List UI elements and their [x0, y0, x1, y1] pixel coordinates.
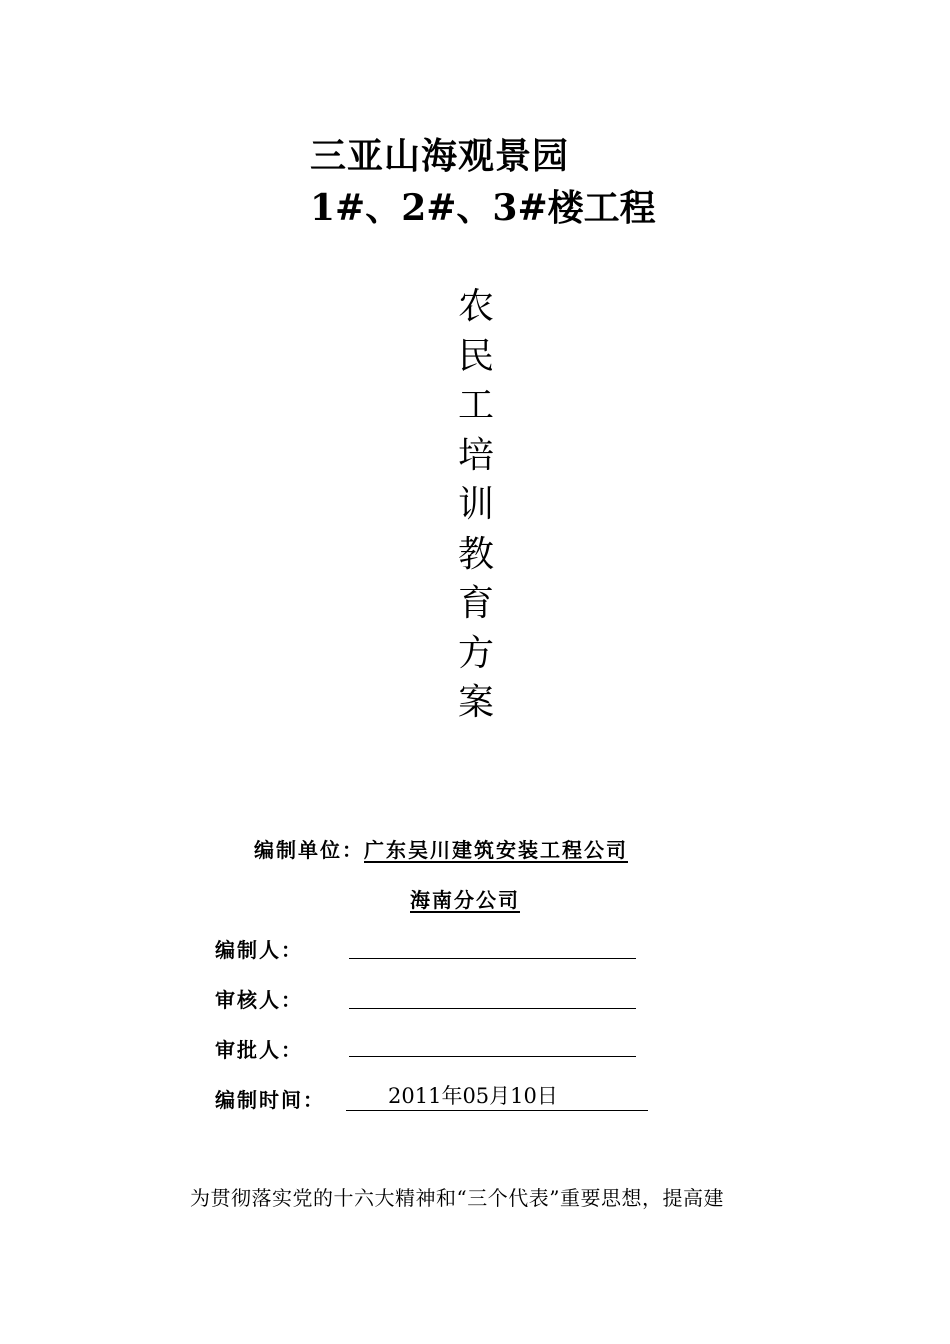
doc-type-char: 农 — [457, 286, 494, 327]
doc-type-char: 教 — [457, 533, 494, 575]
approver-label: 审批人： — [215, 1038, 303, 1062]
doc-type-char: 方 — [457, 632, 494, 674]
compiler-unit-branch-value: 海南分公司 — [410, 888, 520, 912]
compiler-unit-label: 编制单位： — [254, 838, 364, 862]
doc-type-char: 育 — [457, 583, 494, 624]
approver-signature-line — [349, 1056, 636, 1057]
body-paragraph-start: 为贯彻落实党的十六大精神和“三个代表”重要思想，提高建 — [190, 1186, 724, 1210]
doc-type-char: 训 — [457, 484, 494, 525]
doc-type-char: 工 — [457, 385, 494, 426]
compiler-unit-value: 广东吴川建筑安装工程公司 — [364, 838, 628, 862]
date-label: 编制时间： — [215, 1088, 325, 1112]
compiler-unit-branch — [410, 884, 520, 913]
reviewer-signature-line — [349, 1008, 636, 1009]
doc-type-char: 民 — [457, 335, 494, 377]
compiler-label: 编制人： — [215, 938, 303, 962]
document-type-vertical — [456, 282, 496, 728]
compile-date: 2011年05月10日 — [346, 1082, 648, 1111]
doc-type-char: 案 — [457, 682, 494, 723]
document-title-line2: 1#、2#、3#楼工程 — [310, 187, 656, 229]
reviewer-label: 审核人： — [215, 988, 303, 1012]
document-title-line1: 三亚山海观景园 — [310, 135, 570, 177]
doc-type-char: 培 — [457, 434, 494, 476]
compiler-signature-line — [349, 958, 636, 959]
compiler-unit-row — [254, 834, 628, 863]
